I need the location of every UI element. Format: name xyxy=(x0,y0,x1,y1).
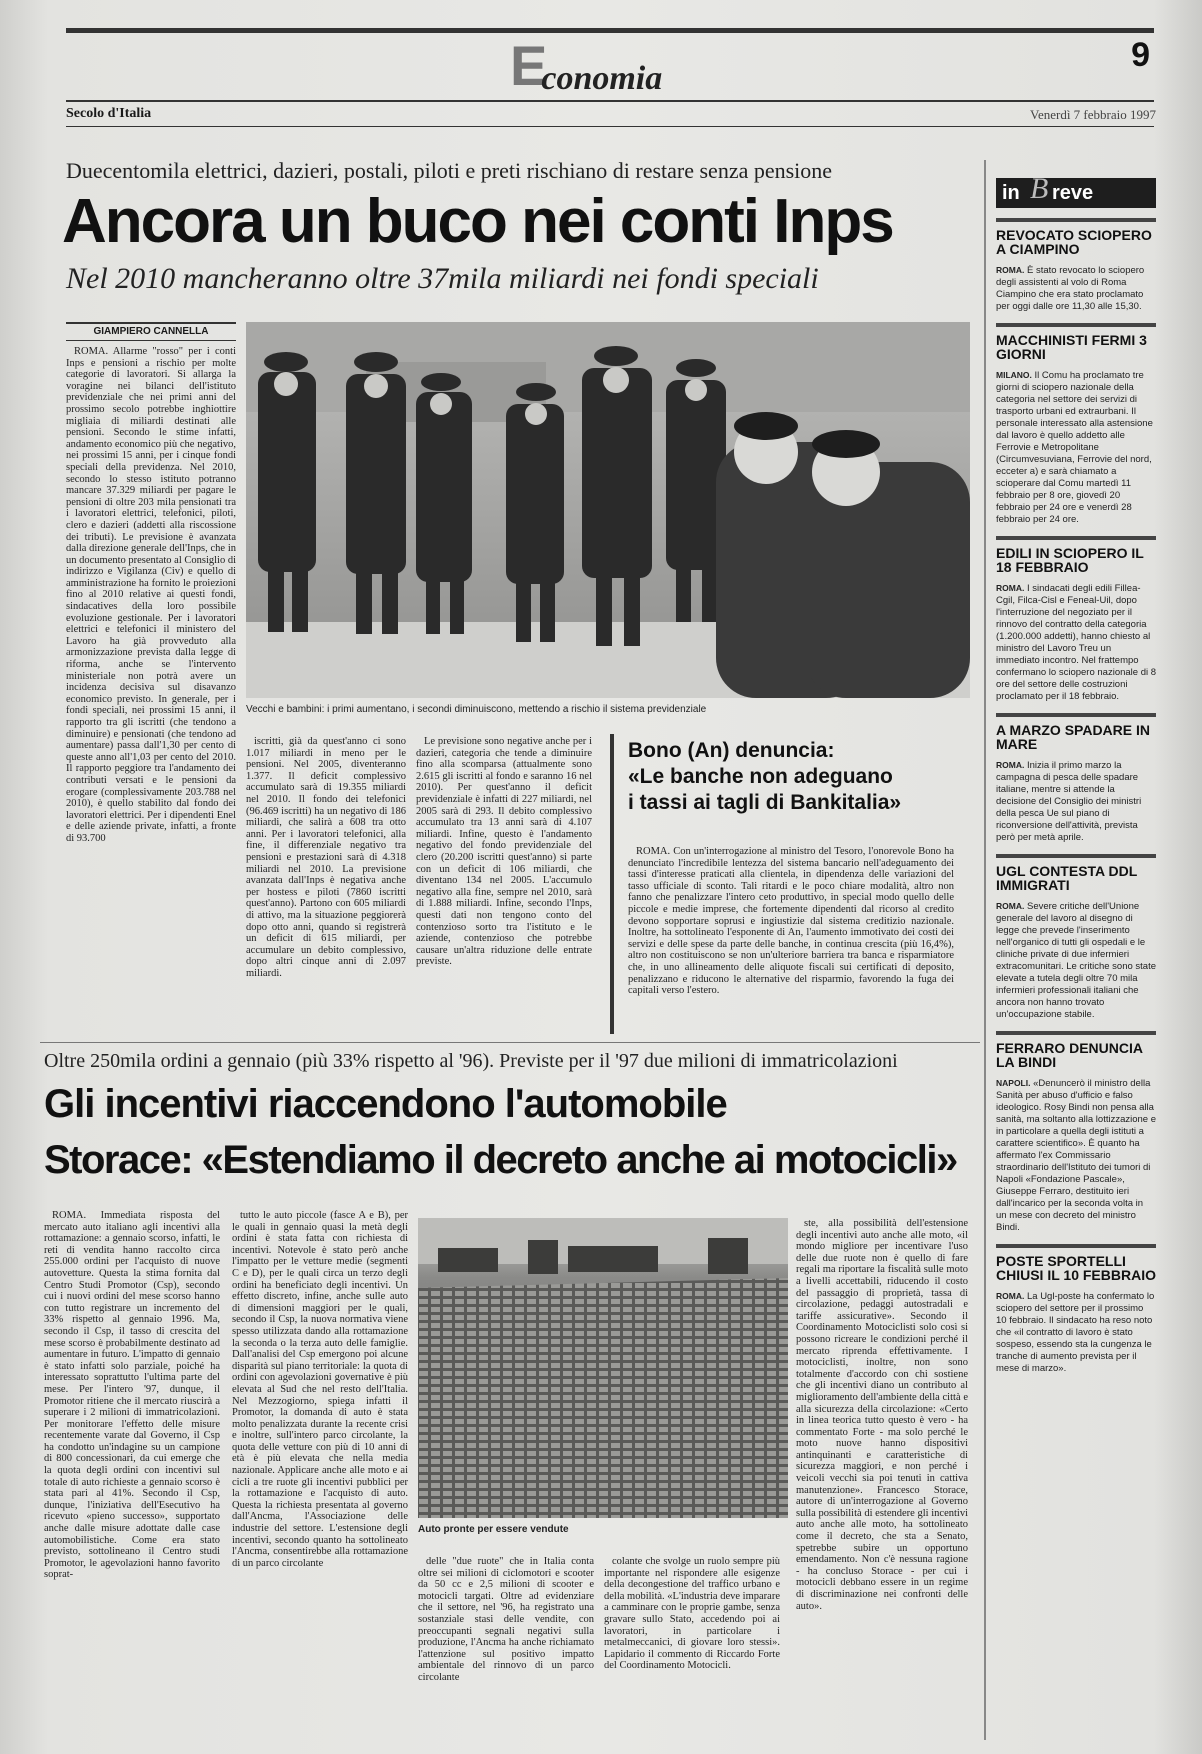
briefs-list xyxy=(996,218,1156,1738)
brief-text xyxy=(996,1290,1156,1375)
page-number: 9 xyxy=(1131,36,1150,74)
brief-text xyxy=(996,582,1156,703)
briefs-divider xyxy=(984,160,986,1740)
story2-col5 xyxy=(796,1218,968,1740)
story2-col3-text: delle "due ruote" che in Italia conta oltre sei milioni di ciclomotori e scooter da 50 cc e 2,5 milioni di scooter e motocicli targati. Oltre ad evidenziare che il settore, nel '96, ha registrato una sostanziale stasi delle vendite, con preoccupanti segnali negativi sulla produzione, l'Ancma ha anche richiamato l'attenzione sul positivo impatto ambientale del rinnovo di un parco circolante xyxy=(418,1556,594,1683)
brief-item xyxy=(996,218,1156,313)
story2-col3 xyxy=(418,1556,594,1740)
brief-city: ROMA. xyxy=(996,265,1025,275)
paper-name: Secolo d'Italia xyxy=(66,106,152,121)
byline-rule xyxy=(66,322,236,324)
story2-col2 xyxy=(232,1210,408,1740)
story2-photo xyxy=(418,1218,788,1518)
brief-item xyxy=(996,536,1156,703)
brief-title: FERRARO DENUNCIA LA BINDI xyxy=(996,1040,1143,1070)
sidebar-rule xyxy=(610,734,614,1034)
story2-top-rule xyxy=(40,1042,980,1043)
sidebar-headline-3: i tassi ai tagli di Bankitalia» xyxy=(628,791,902,814)
story1-photo xyxy=(246,322,970,698)
sidebar-headline xyxy=(628,738,980,816)
brief-city: MILANO. xyxy=(996,370,1032,380)
story2-photo-caption: Auto pronte per essere vendute xyxy=(418,1524,569,1535)
story2-headline1: Gli incentivi riaccendono l'automobile xyxy=(44,1082,727,1126)
brief-body: La Ugl-poste ha confermato lo sciopero del settore per il prossimo 10 febbraio. Il sindacato ha reso noto che «il contratto di lavoro è stato sospeso, essendo sta la cungenza le tranche di aumento prevista per il mese di marzo». xyxy=(996,1291,1155,1374)
parked-cars-photo xyxy=(418,1218,788,1518)
brief-title: REVOCATO SCIOPERO A CIAMPINO xyxy=(996,227,1152,257)
story2-col4 xyxy=(604,1556,780,1740)
sidebar-body-text: ROMA. Con un'interrogazione al ministro del Tesoro, l'onorevole Bono ha denunciato l'incredibile lentezza del sistema bancario nell'adeguamento dei tassi d'interesse praticati alla clientela, in dipendenza delle variazioni del tasso ufficiale di sconto. Tali ritardi e le poco chiare modalità, altro non fanno che penalizzare l'intero ceto produttivo, in special modo quello delle piccole e medie imprese, che fortemente dipendenti dal ricorso al credito devono sopportare soprusi e ingiustizie dal sistema creditizio nazionale. Inoltre, ha sottolineato l'esponente di An, l'aumento immotivato dei costi dei servizi e delle spese da parte delle banche, in continua crescita (più 16,4%), altro non costituiscono se non un'ulteriore barriera tra banca e risparmiatore che, in uno allineamento delle aliquote fiscali sui certificati di deposito, penalizzano e riducono le alternative del risparmio, favorendo la fuga dei capitali verso l'estero. xyxy=(628,846,954,997)
story2-col1 xyxy=(44,1210,220,1740)
brief-title: MACCHINISTI FERMI 3 GIORNI xyxy=(996,332,1147,362)
story2-col2-text: tutto le auto piccole (fasce A e B), per le quali in gennaio quasi la metà degli ordini è stata fatta con richiesta di incentivi. Notevole è stato però anche l'impatto per le vetture medie (segmenti C e D), per le quali circa un terzo degli ordini ha beneficiato degli incentivi. Un effetto discreto, infine, anche sulle auto di dimensioni maggiori per le quali, secondo il Csp, la nuova normativa viene spesso utilizzata dando alla rottamazione la seconda o la terza auto delle famiglie. Dall'analisi del Csp emergono poi alcune disparità sul piano territoriale: la quota di ordini con agevolazioni governative è più elevata al Sud che nel resto dell'Italia. Nel Mezzogiorno, spiega infatti il Promotor, la domanda di auto è stata molto penalizzata durante la recente crisi e inoltre, sull'intero parco circolante, la quota delle vetture con più di 10 anni di età è più elevata che nella media nazionale. Applicare anche alle moto e ai cicli a tre ruote gli incentivi pubblici per la rottamazione e l'acquisto di auto. Questa la richiesta presentata al governo dall'Ancma, l'Associazione delle industrie del settore. L'estensione degli incentivi, secondo quanto ha sottolineato l'Ancma, consentirebbe alla rottamazione di un parco circolante xyxy=(232,1210,408,1569)
story1-col1 xyxy=(66,346,236,1028)
brief-text xyxy=(996,369,1156,526)
brief-city: ROMA. xyxy=(996,583,1025,593)
masthead-rule xyxy=(66,100,1154,102)
story1-col3 xyxy=(416,736,592,1028)
story2-col4-text: colante che svolge un ruolo sempre più importante nel rispondere alle esigenze della decongestione del traffico urbano e della mobilità. «L'industria deve imparare a camminare con le proprie gambe, senza gravare sullo Stato, accedendo poi ai lavoratori, in particolare i metalmeccanici, di giovare loro stessi». Lapidario il commento di Riccardo Forte del Coordinamento Motocicli. xyxy=(604,1556,780,1672)
story1-photo-caption: Vecchi e bambini: i primi aumentano, i secondi diminuiscono, mettendo a rischio il sistema previdenziale xyxy=(246,704,707,715)
story1-headline: Ancora un buco nei conti Inps xyxy=(62,187,893,256)
brief-body: È stato revocato lo sciopero degli assistenti al volo di Roma Ciampino che era stato proclamato per oggi dalle ore 11,30 alle 15,30. xyxy=(996,265,1145,312)
brief-city: ROMA. xyxy=(996,901,1025,911)
brief-text xyxy=(996,759,1156,844)
story1-col1-text: ROMA. Allarme "rosso" per i conti Inps e pensioni a rischio per molte categorie di lavoratori. Si allarga la voragine nei bilanci dell'istituto previdenziale che nei primi anni del prossimo secolo potrebbe inghiottire migliaia di miliardi destinati alle pensioni. Secondo le stime infatti, andamento economico più che negativo, nei prossimi 15 anni, per i cinque fondi speciali della previdenza. Nel 2010, secondo lo stesso istituto potranno mancare 37.329 miliardi per pagare le pensioni di oltre 203 mila pensionati tra i lavoratori elettrici, telefonici, piloti, clero e dazieri (addetti alla riscossione dei tributi). Le previsione è avanzata dalla direzione generale dell'Inps, che in un documento presentato al Consiglio di indirizzo e Vigilanza (Civ) e quello di amministrazione ha fornito le proiezioni fino al 2010 relative ai questi fondi, sindacatives della loro possibile evoluzione gestionale. Per i lavoratori elettrici e telefonici il ministero del Lavoro ha già provveduto alla armonizzazione prevista dalla legge di riforma, anche se l'intervento ministeriale non potrà avere un incidenza decisiva sul disavanzo economico previsto. In generale, per i fondi speciali, nei prossimi 15 anni, il rapporto tra gli iscritti (che tendono a diminuire) e pensionati (che tendono ad aumentare) passa dall'1,30 per cento di queste anno all'1,03 per cento del 2010. Il rapporto peggiore tra l'andamento dei contributi versati e le pensioni da erogare (complessivamente 203.788 nel 2010), è quello stabilito dal fondo dei lavoratori elettrici. Per i dipendenti Enel e delle aziende private, infatti, a fronte di 93.700 xyxy=(66,346,236,844)
sidebar-headline-1: Bono (An) denuncia: xyxy=(628,739,835,762)
elderly-and-children-photo xyxy=(246,322,970,698)
story1-deck: Nel 2010 mancheranno oltre 37mila miliardi nei fondi speciali xyxy=(66,262,819,295)
story2-kicker: Oltre 250mila ordini a gennaio (più 33% rispetto al '96). Previste per il '97 due milioni di immatricolazioni xyxy=(44,1050,898,1072)
brief-text xyxy=(996,900,1156,1021)
brief-body: Severe critiche dell'Unione generale del lavoro al disegno di legge che prevede l'inserimento nell'organico di tutti gli ospedali e le cliniche private di due infermieri extracomunitari. Le critiche sono state elevate a tutela degli oltre 70 mila infermieri professionali italiani che ancora non hanno trovato un'occupazione stabile. xyxy=(996,901,1156,1020)
date-rule xyxy=(66,126,1154,127)
brief-body: Inizia il primo marzo la campagna di pesca delle spadare italiane, mentre si attende la decisione del Consiglio dei ministri della pesca Ue sul piano di riconversione dell'attività, prevista però per metà aprile. xyxy=(996,760,1142,843)
brief-city: ROMA. xyxy=(996,1291,1025,1301)
brief-item xyxy=(996,1031,1156,1234)
story1-kicker: Duecentomila elettrici, dazieri, postali, piloti e preti rischiano di restare senza pensione xyxy=(66,158,833,183)
story1-col2 xyxy=(246,736,406,1028)
brief-body: Il Comu ha proclamato tre giorni di sciopero nazionale della categoria nel settore dei servizi di trasporto urbani ed extraurbani. Il personale interessato alla astensione dal lavoro è quello addetto alle Ferrovie e Metropolitane (Circumvesuviana, Ferrovie del nord, ecceter a) e sarà chiamato a scioperare dal Comu martedì 11 febbraio per 8 ore, giovedì 20 febbraio per 24 ore e venerdì 28 febbraio per 24 ore. xyxy=(996,370,1153,525)
brief-title: POSTE SPORTELLI CHIUSI IL 10 FEBBRAIO xyxy=(996,1253,1156,1283)
story1-col2-text: iscritti, già da quest'anno ci sono 1.017 miliardi in meno per le pensioni. Nel 2005, diventeranno 1.377. Il deficit complessivo accumulato sarà di 19.355 miliardi nel 2010. Il fondo dei telefonici (96.469 iscritti) ha un negativo di 186 miliardi, che salirà a 608 tra otto anni. Per i lavoratori telefonici, alla fine, il differenziale negativo tra pensioni e prestazioni sarà di 4.318 miliardi nel 2010. La previsione avanzata dall'Inps è negativa anche per hostess e piloti (7860 iscritti quest'anno). Partono con 605 miliardi di attivo, ma la situazione peggiorerà dopo otto anni, quando si registrerà un deficit di 615 miliardi, per accumulare un debito complessivo, dopo altri cinque anni di 2.097 miliardi. xyxy=(246,736,406,979)
in-breve-in: in xyxy=(1002,182,1020,204)
story1-col3-text: Le previsione sono negative anche per i dazieri, categoria che tende a diminuire fino alla scomparsa (attualmente sono 2.615 gli iscritti al fondo e saranno 16 nel 2010). Per quest'anno il deficit previdenziale è infatti di 227 miliardi, nel 2005 sarà di 293. Il debito complessivo accumulato tra 13 anni sarà di 4.107 miliardi. Infine, questo è l'andamento negativo del fondo previdenziale del clero (20.200 iscritti quest'anno) si parte con un deficit di 106 miliardi, che diventano 134 nel 2005. L'accumulo negativo alla fine, sempre nel 2010, sarà di 1.888 miliardi. Infine, secondo l'Inps, questi dati non tengono conto del contenzioso sorto tra l'istituto e le aziende, contenzioso che potrebbe causare un'altra riduzione delle entrate previste. xyxy=(416,736,592,968)
byline: GIAMPIERO CANNELLA xyxy=(93,326,209,337)
in-breve-logo xyxy=(996,172,1156,208)
in-breve-b: B xyxy=(1030,172,1049,205)
brief-city: NAPOLI. xyxy=(996,1078,1031,1088)
story2-col1-text: ROMA. Immediata risposta del mercato auto italiano agli incentivi alla rottamazione: a gennaio scorso, infatti, le reti di vendita hanno raccolto circa 255.000 ordini per l'acquisto di nuove autovetture. Questa la stima fornita dal Centro Studi Promotor (Csp), secondo cui i nuovi ordini del mese scorso hanno con tutto registrare un incremento del 33% rispetto al gennaio 1996. Ma, secondo il Csp, il tasso di crescita del mese scorso è probabilmente destinato ad aumentare in futuro. L'impatto di gennaio è stato infatti solo parziale, poiché ha interessato soprattutto l'ultima parte del mese. Per l'intero '97, dunque, il Promotor ritiene che il mercato riuscirà a superare i 2 milioni di immatricolazioni. Per monitorare l'effetto delle misure recentemente varate dal Governo, il Csp ha condotto un'indagine su un campione di 800 concessionari, da cui emerge che la quota degli ordini con incentivi sul totale di auto richieste a gennaio scorso è stata pari al 41%. Secondo il Csp, dunque, l'iniziativa dell'Esecutivo ha ricevuto «pieno successo», supportato anche dalle misure adottate dalle case automobilistiche. Come era stato previsto, sottolineano il Centro studi Promotor, le agevolazioni hanno favorito soprat- xyxy=(44,1210,220,1581)
brief-item xyxy=(996,713,1156,844)
sidebar-headline-2: «Le banche non adeguano xyxy=(628,765,893,788)
section-title xyxy=(510,34,668,98)
top-rule xyxy=(66,28,1154,33)
brief-title: UGL CONTESTA DDL IMMIGRATI xyxy=(996,863,1138,893)
story2-col5-text: ste, alla possibilità dell'estensione degli incentivi auto anche alle moto, «il mondo migliore per incentivare l'uso delle due ruote non è quello di fare regali ma riportare la fiscalità sulle moto a livelli accettabili, riducendo il costo del passaggio di proprietà, tassa di circolazione, pedaggi autostradali e tariffe assicurative». Secondo il Coordinamento Motociclisti solo così si possono ricreare le condizioni perché il mercato riprenda effettivamente. I motociclisti, inoltre, non sono totalmente d'accordo con chi sostiene che gli incentivi diano un contributo al miglioramento dell'ambiente della città e alla sicurezza della circolazione: «Certo in linea teorica tutto questo è vero - ha commentato Forte - ma solo perché le moto nuove hanno dispositivi antinquinanti e caratteristiche di sicurezza maggiori, e non perché i veicoli vecchi sia poi tenuti in cattiva manutenzione». Francesco Storace, autore di un'interrogazione al Governo sulla possibilità di estendere gli incentivi auto anche alle moto, ha sottolineato come il decreto, che sta a Senato, spetrebbe subire un opportuno emendamento. Non c'è nessuna ragione - ha concluso Storace - per cui i motocicli debbano essere in un regime di discriminazione nei confronti delle auto». xyxy=(796,1218,968,1612)
brief-item xyxy=(996,323,1156,526)
brief-item xyxy=(996,1244,1156,1375)
brief-body: I sindacati degli edili Fillea-Cgil, Filca-Cisl e Feneal-Uil, dopo l'interruzione del negoziato per il rinnovo del contratto della categoria (1.200.000 addetti), hanno chiesto al ministro del Lavoro Treu un immediato incontro. Nel frattempo confermano lo sciopero nazionale di 8 ore del settore delle costruzioni proclamato per il 18 febbraio. xyxy=(996,583,1156,702)
section-rest: conomia xyxy=(541,60,663,97)
brief-text xyxy=(996,1077,1156,1234)
byline-rule-2 xyxy=(66,340,236,341)
story2-headline2: Storace: «Estendiamo il decreto anche ai motocicli» xyxy=(44,1138,957,1182)
brief-title: EDILI IN SCIOPERO IL 18 FEBBRAIO xyxy=(996,545,1144,575)
section-initial: E xyxy=(510,34,548,97)
brief-city: ROMA. xyxy=(996,760,1025,770)
in-breve-rest: reve xyxy=(1052,182,1094,204)
brief-body: «Denuncerò il ministro della Sanità per abuso d'ufficio e falso ideologico. Rosy Bindi non pensa alla sanità, ma soltanto alla lottizzazione e in particolare a quella degli istituti a carattere scientifico». È quanto ha affermato l'ex Commissario straordinario dell'Istituto dei tumori di Napoli «Fondazione Pascale», Giuseppe Ferraro, destituito ieri dall'incarico per la seconda volta in un mese con decreto del ministro Bindi. xyxy=(996,1078,1156,1233)
brief-item xyxy=(996,854,1156,1021)
brief-title: A MARZO SPADARE IN MARE xyxy=(996,722,1150,752)
sidebar-body xyxy=(628,846,954,1028)
brief-text xyxy=(996,264,1156,313)
issue-date: Venerdì 7 febbraio 1997 xyxy=(1030,107,1156,122)
